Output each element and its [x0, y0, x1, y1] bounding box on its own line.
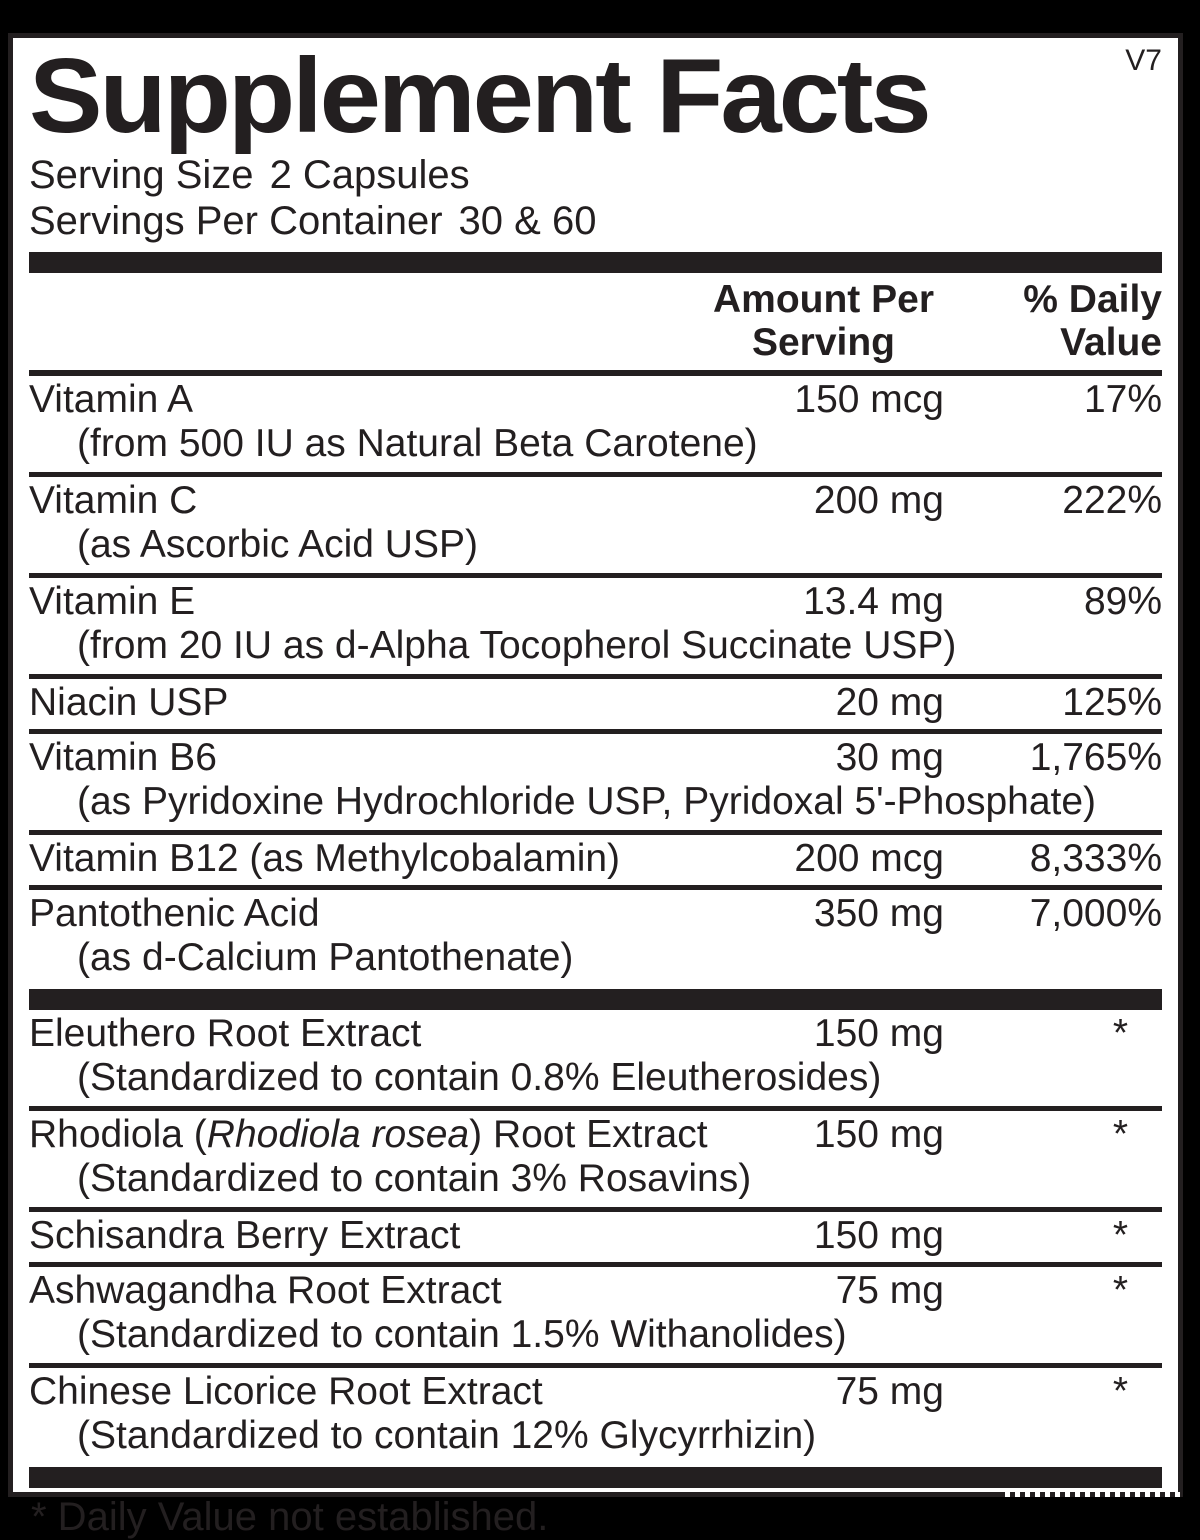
ingredient-daily-value: 89%	[1083, 580, 1162, 624]
ingredient-name: Vitamin A	[29, 378, 194, 422]
ingredient-row-vitamin-e	[29, 573, 1162, 674]
ingredient-source-note: (from 20 IU as d-Alpha Tocopherol Succinate USP)	[77, 624, 957, 668]
ingredient-daily-value: 7,000%	[1029, 892, 1162, 936]
serving-size-line	[29, 152, 1162, 198]
ingredient-standardization-note: (Standardized to contain 0.8% Eleutherosides)	[77, 1056, 882, 1100]
serving-size-value: 2 Capsules	[269, 153, 470, 198]
ingredient-name: Vitamin E	[29, 580, 196, 624]
ingredient-source-note: (from 500 IU as Natural Beta Carotene)	[77, 422, 758, 466]
section-bar-botanicals	[29, 989, 1162, 1010]
ingredient-daily-value: *	[1112, 1370, 1128, 1414]
ingredient-amount: 150 mg	[813, 1214, 944, 1258]
table-header	[29, 273, 1162, 376]
ingredient-row-vitamin-c	[29, 472, 1162, 573]
ingredient-amount: 75 mg	[835, 1269, 944, 1313]
ingredient-name: Niacin USP	[29, 681, 229, 725]
ingredient-source-note: (as Pyridoxine Hydrochloride USP, Pyridoxal 5'-Phosphate)	[77, 780, 1097, 824]
ingredient-standardization-note: (Standardized to contain 1.5% Withanolides)	[77, 1313, 847, 1357]
ingredient-row-rhodiola	[29, 1106, 1162, 1207]
ingredient-amount: 13.4 mg	[803, 580, 944, 624]
dashed-border-artifact	[1005, 1492, 1180, 1497]
section-bar-top	[29, 252, 1162, 273]
ingredient-source-note: (as d-Calcium Pantothenate)	[77, 936, 574, 980]
ingredient-row-vitamin-a	[29, 376, 1162, 472]
ingredient-daily-value: 222%	[1062, 479, 1162, 523]
servings-per-container-label: Servings Per Container	[29, 199, 443, 244]
ingredient-amount: 30 mg	[835, 736, 944, 780]
servings-per-container-value: 30 & 60	[458, 199, 597, 244]
latin-name: Rhodiola rosea	[206, 1113, 470, 1157]
ingredient-row-pantothenic-acid	[29, 885, 1162, 986]
ingredient-standardization-note: (Standardized to contain 3% Rosavins)	[77, 1157, 752, 1201]
amount-per-serving-header: Amount Per Serving	[712, 278, 934, 365]
ingredient-name: Rhodiola (Rhodiola rosea) Root Extract	[29, 1113, 708, 1157]
ingredient-name: Vitamin C	[29, 479, 198, 523]
ingredient-daily-value: 17%	[1083, 378, 1162, 422]
ingredient-row-vitamin-b6	[29, 729, 1162, 830]
ingredient-name: Ashwagandha Root Extract	[29, 1269, 502, 1313]
ingredient-standardization-note: (Standardized to contain 12% Glycyrrhizin)	[77, 1414, 817, 1458]
ingredient-daily-value: *	[1112, 1113, 1128, 1157]
daily-value-footnote: * Daily Value not established.	[31, 1495, 549, 1540]
ingredient-row-eleuthero	[29, 1010, 1162, 1106]
ingredient-source-note: (as Ascorbic Acid USP)	[77, 523, 478, 567]
daily-value-header: % Daily Value	[1023, 278, 1162, 365]
ingredient-daily-value: 1,765%	[1029, 736, 1162, 780]
ingredient-amount: 150 mg	[813, 1113, 944, 1157]
title-row	[29, 37, 1162, 155]
ingredient-amount: 20 mg	[835, 681, 944, 725]
ingredient-row-niacin	[29, 674, 1162, 729]
ingredient-amount: 150 mg	[813, 1012, 944, 1056]
ingredient-amount: 150 mcg	[794, 378, 944, 422]
ingredient-daily-value: *	[1112, 1269, 1128, 1313]
supplement-facts-panel	[8, 33, 1183, 1540]
ingredient-name: Eleuthero Root Extract	[29, 1012, 422, 1056]
serving-size-label: Serving Size	[29, 153, 254, 198]
ingredient-daily-value: *	[1112, 1214, 1128, 1258]
ingredient-amount: 75 mg	[835, 1370, 944, 1414]
ingredient-row-vitamin-b12	[29, 830, 1162, 885]
version-superscript: V7	[1125, 44, 1162, 77]
page-title: Supplement Facts	[29, 37, 929, 155]
ingredient-name: Pantothenic Acid	[29, 892, 320, 936]
ingredient-daily-value: *	[1112, 1012, 1128, 1056]
serving-info	[29, 152, 1162, 244]
ingredient-daily-value: 8,333%	[1029, 837, 1162, 881]
ingredient-daily-value: 125%	[1062, 681, 1162, 725]
ingredient-row-schisandra	[29, 1207, 1162, 1262]
ingredient-name: Schisandra Berry Extract	[29, 1214, 461, 1258]
ingredient-row-chinese-licorice	[29, 1363, 1162, 1464]
ingredient-amount: 200 mg	[813, 479, 944, 523]
ingredient-name: Vitamin B12 (as Methylcobalamin)	[29, 837, 621, 881]
servings-per-container-line	[29, 198, 1162, 244]
ingredient-name: Vitamin B6	[29, 736, 217, 780]
ingredient-amount: 200 mcg	[794, 837, 944, 881]
ingredient-amount: 350 mg	[813, 892, 944, 936]
ingredient-name: Chinese Licorice Root Extract	[29, 1370, 543, 1414]
section-bar-footnote	[29, 1467, 1162, 1488]
ingredient-row-ashwagandha	[29, 1262, 1162, 1363]
